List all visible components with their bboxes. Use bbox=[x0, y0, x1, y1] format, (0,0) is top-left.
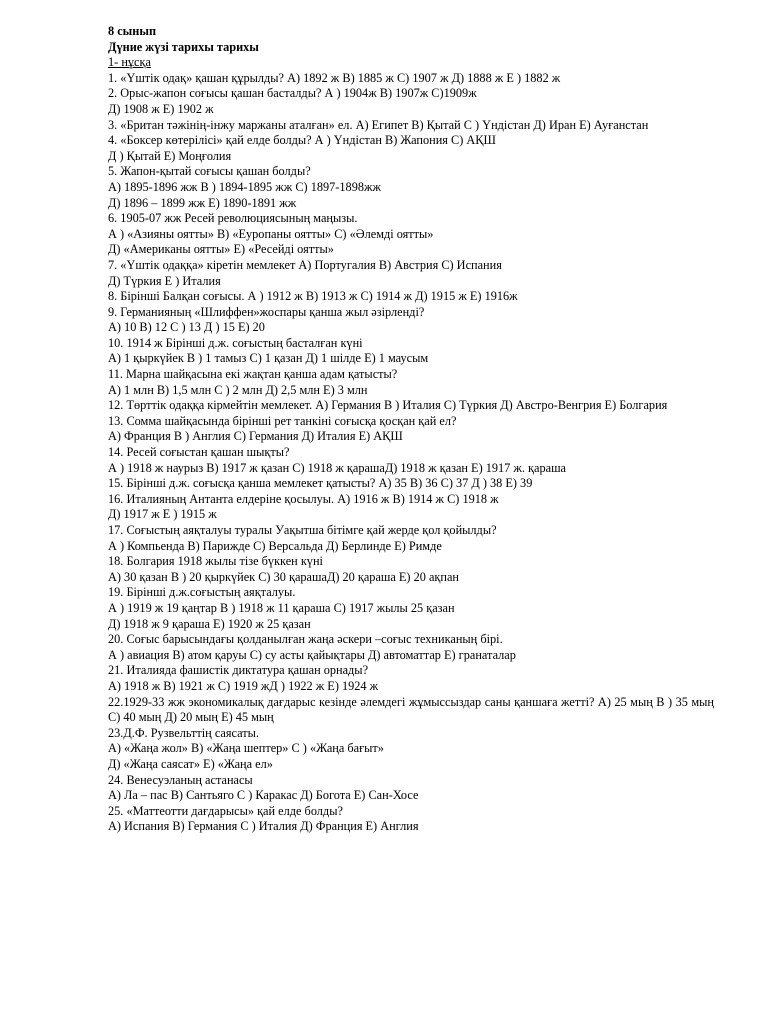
question-5-text: 5. Жапон-қытай соғысы қашан болды? bbox=[108, 164, 311, 179]
question-17-options: А ) Компьенда В) Парижде С) Версальда Д) Берлинде Е) Римде bbox=[108, 538, 442, 553]
question-2-options: Д) 1908 ж Е) 1902 ж bbox=[108, 101, 214, 116]
question-19-options-cont: Д) 1918 ж 9 қараша Е) 1920 ж 25 қазан bbox=[108, 616, 311, 631]
question-19-options: А ) 1919 ж 19 қаңтар В ) 1918 ж 11 қараша С) 1917 жылы 25 қазан bbox=[108, 600, 455, 615]
question-4-options: Д ) Қытай Е) Моңғолия bbox=[108, 148, 232, 163]
question-6-options: А ) «Азияны оятты» В) «Еуропаны оятты» С) «Әлемді оятты» bbox=[108, 226, 434, 241]
question-7-options: Д) Түркия Е ) Италия bbox=[108, 273, 221, 288]
question-14-options: А ) 1918 ж наурыз В) 1917 ж қазан С) 1918 ж қарашаД) 1918 ж қазан Е) 1917 ж. қараша bbox=[108, 460, 567, 475]
question-9-text: 9. Германияның «Шлиффен»жоспары қанша жыл әзірленді? bbox=[108, 304, 425, 319]
question-18-text: 18. Болгария 1918 жылы тізе бүккен күні bbox=[108, 554, 323, 569]
question-11-text: 11. Марна шайқасына екі жақтан қанша адам қатысты? bbox=[108, 367, 398, 382]
question-21-options: А) 1918 ж В) 1921 ж С) 1919 жД ) 1922 ж Е) 1924 ж bbox=[108, 678, 379, 693]
grade-heading: 8 сынып bbox=[108, 24, 157, 38]
question-8-text: 8. Бірінші Балқан соғысы. А ) 1912 ж В) 1913 ж С) 1914 ж Д) 1915 ж Е) 1916ж bbox=[108, 289, 518, 304]
question-6-options-cont: Д) «Американы оятты» Е) «Ресейді оятты» bbox=[108, 242, 334, 257]
question-14-text: 14. Ресей соғыстан қашан шықты? bbox=[108, 445, 290, 460]
question-17-text: 17. Соғыстың аяқталуы туралы Уақытша бітімге қай жерде қол қойылды? bbox=[108, 523, 497, 537]
question-20-options: А ) авиация В) атом қаруы С) су асты қайықтары Д) автоматтар Е) гранаталар bbox=[108, 647, 516, 662]
question-13-options: А) Франция В ) Англия С) Германия Д) Италия Е) АҚШ bbox=[108, 429, 403, 444]
question-1-text: 1. «Үштік одақ» қашан құрылды? А) 1892 ж В) 1885 ж С) 1907 ж Д) 1888 ж Е ) 1882 ж bbox=[108, 70, 561, 85]
question-19-text: 19. Бірінші д.ж.соғыстың аяқталуы. bbox=[108, 585, 296, 600]
question-13-text: 13. Сомма шайқасында бірінші рет танкіні соғысқа қосқан қай ел? bbox=[108, 413, 457, 428]
question-24-options: А) Ла – пас В) Сантьяго С ) Каракас Д) Богота Е) Сан-Хосе bbox=[108, 788, 419, 803]
question-7-text: 7. «Үштік одаққа» кіретін мемлекет А) Португалия В) Австрия С) Испания bbox=[108, 257, 502, 272]
question-23-options-cont: Д) «Жаңа саясат» Е) «Жаңа ел» bbox=[108, 756, 273, 771]
question-5-options-cont: Д) 1896 – 1899 жж Е) 1890-1891 жж bbox=[108, 195, 297, 210]
variant-label: 1- нұсқа bbox=[108, 55, 151, 70]
question-25-text: 25. «Маттеотти дағдарысы» қай елде болды? bbox=[108, 803, 343, 818]
question-10-text: 10. 1914 ж Бірінші д.ж. соғыстың басталған күні bbox=[108, 335, 363, 350]
question-21-text: 21. Италияда фашистік диктатура қашан орнады? bbox=[108, 663, 369, 678]
question-3-text: 3. «Британ тәжінің-інжу маржаны аталған» ел. А) Египет В) Қытай С ) Үндістан Д) Иран Е) Ауғанстан bbox=[108, 117, 649, 132]
test-document bbox=[108, 24, 714, 835]
question-6-text: 6. 1905-07 жж Ресей революциясының маңызы. bbox=[108, 211, 358, 226]
question-5-options: А) 1895-1896 жж В ) 1894-1895 жж С) 1897-1898жж bbox=[108, 179, 381, 194]
question-11-options: А) 1 млн В) 1,5 млн С ) 2 млн Д) 2,5 млн Е) 3 млн bbox=[108, 382, 368, 397]
question-24-text: 24. Венесуэланың астанасы bbox=[108, 772, 253, 787]
question-15-text: 15. Бірінші д.ж. соғысқа қанша мемлекет қатысты? А) 35 В) 36 С) 37 Д ) 38 Е) 39 bbox=[108, 476, 533, 491]
subject-heading: Дүние жүзі тарихы тарихы bbox=[108, 39, 259, 54]
question-10-options: А) 1 қыркүйек В ) 1 тамыз С) 1 қазан Д) 1 шілде Е) 1 маусым bbox=[108, 351, 429, 366]
question-9-options: А) 10 В) 12 С ) 13 Д ) 15 Е) 20 bbox=[108, 320, 265, 335]
question-23-text: 23.Д.Ф. Рузвельттің саясаты. bbox=[108, 725, 260, 740]
question-12-text: 12. Төрттік одаққа кірмейтін мемлекет. А) Германия В ) Италия С) Түркия Д) Австро-Венгрия Е) Болгария bbox=[108, 398, 668, 413]
question-20-text: 20. Соғыс барысындағы қолданылған жаңа әскери –соғыс техниканың бірі. bbox=[108, 632, 503, 647]
question-2-text: 2. Орыс-жапон соғысы қашан басталды? А ) 1904ж В) 1907ж С)1909ж bbox=[108, 86, 477, 101]
question-22-text: 22.1929-33 жж экономикалық дағдарыс кезінде әлемдегі жұмыссыздар саны қаншаға жетті? А) 25 мың В ) 35 мың С) 40 мың Д) 20 мың Е) 45 мың bbox=[108, 694, 714, 725]
question-16-text: 16. Италияның Антанта елдеріне қосылуы. А) 1916 ж В) 1914 ж С) 1918 ж bbox=[108, 491, 499, 506]
question-25-options: А) Испания В) Германия С ) Италия Д) Франция Е) Англия bbox=[108, 819, 419, 834]
question-16-options: Д) 1917 ж Е ) 1915 ж bbox=[108, 507, 217, 522]
question-4-text: 4. «Боксер көтерілісі» қай елде болды? А ) Үндістан В) Жапония С) АҚШ bbox=[108, 133, 496, 148]
question-23-options: А) «Жаңа жол» В) «Жаңа шептер» С ) «Жаңа бағыт» bbox=[108, 741, 384, 756]
question-18-options: А) 30 қазан В ) 20 қыркүйек С) 30 қарашаД) 20 қараша Е) 20 ақпан bbox=[108, 569, 460, 584]
